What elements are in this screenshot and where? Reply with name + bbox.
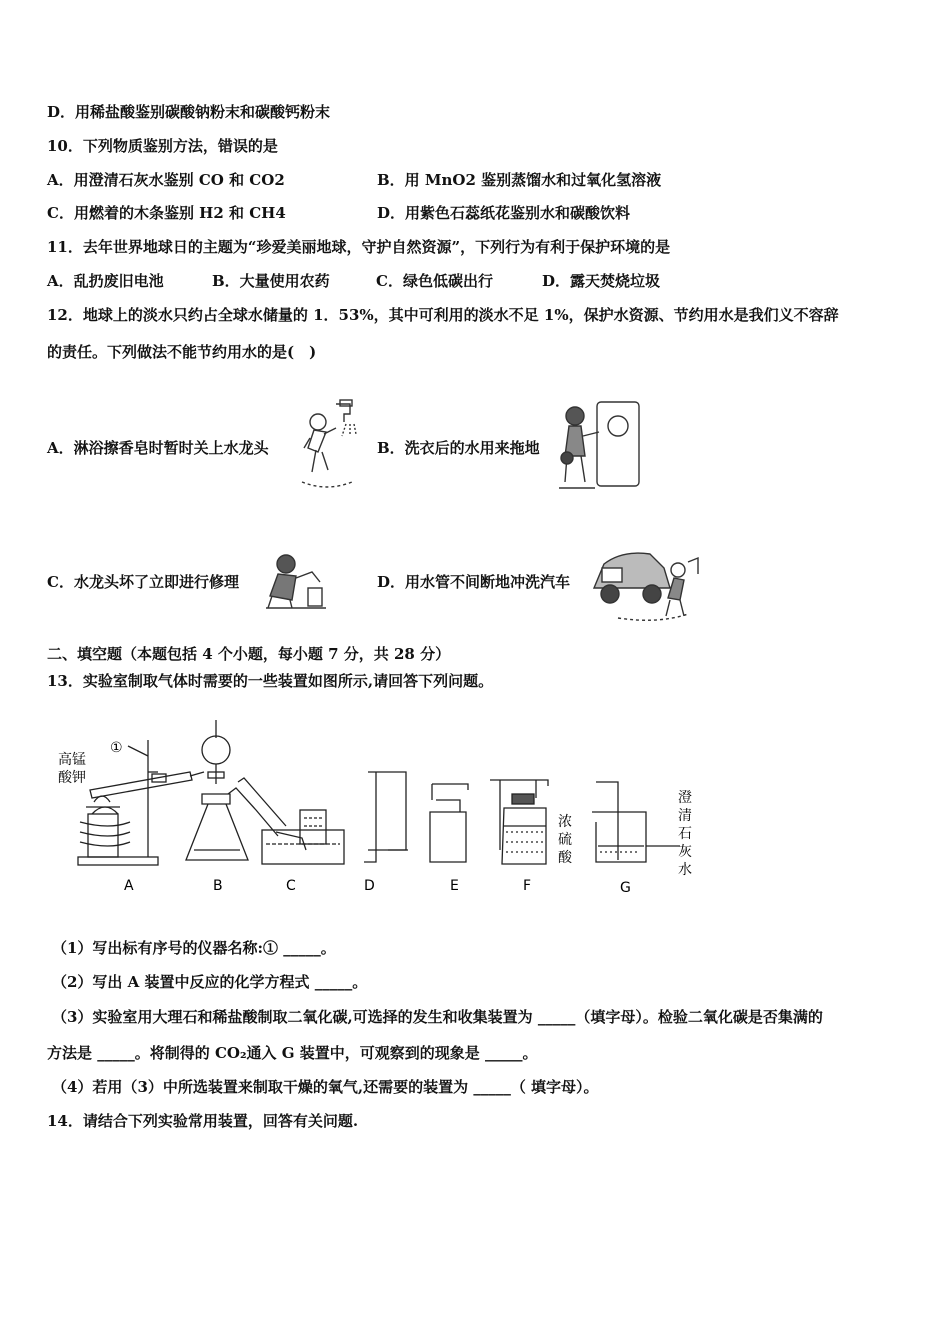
label-b: B	[213, 878, 223, 894]
q14-stem: 14．请结合下列实验常用装置，回答有关问题.	[47, 1112, 359, 1130]
q12-option-d: D．用水管不间断地冲洗汽车	[377, 573, 571, 591]
q12-stem-line2: 的责任。下列做法不能节约用水的是( )	[47, 343, 317, 361]
faucet-repair-illustration	[262, 548, 336, 616]
lab-apparatus-figure	[50, 712, 700, 902]
apparatus-c	[262, 810, 344, 864]
q12-option-b: B．洗衣后的水用来拖地	[377, 439, 540, 457]
apparatus-f	[490, 780, 548, 864]
marker-1: ①	[110, 740, 123, 756]
reagent-a-label-1: 高锰	[58, 752, 86, 768]
q13-part-3-line1: （3）实验室用大理石和稀盐酸制取二氧化碳,可选择的发生和收集装置为 _____（填字母）。检验二氧化碳是否集满的	[52, 1008, 823, 1026]
q12-option-c: C．水龙头坏了立即进行修理	[47, 573, 239, 591]
q13-part-2: （2）写出 A 装置中反应的化学方程式 _____。	[52, 973, 368, 991]
q11-option-a: A．乱扔废旧电池	[47, 272, 164, 290]
mopping-illustration	[553, 396, 643, 496]
reagent-f-3: 酸	[558, 850, 572, 866]
reagent-a-label-2: 酸钾	[58, 770, 86, 786]
reagent-g-1: 澄	[678, 790, 692, 806]
apparatus-g	[592, 782, 680, 862]
q10-option-a: A．用澄清石灰水鉴别 CO 和 CO2	[47, 171, 285, 189]
reagent-g-4: 灰	[678, 844, 692, 860]
label-g: G	[620, 880, 631, 896]
apparatus-e	[430, 784, 468, 862]
q13-stem: 13．实验室制取气体时需要的一些装置如图所示,请回答下列问题。	[47, 672, 494, 690]
q10-stem: 10．下列物质鉴别方法，错误的是	[47, 137, 278, 155]
shower-illustration	[296, 398, 358, 492]
q11-option-d: D．露天焚烧垃圾	[542, 272, 661, 290]
car-washing-illustration	[588, 538, 706, 624]
q13-part-1: （1）写出标有序号的仪器名称:① _____。	[52, 939, 336, 957]
q10-option-b: B．用 MnO2 鉴别蒸馏水和过氧化氢溶液	[377, 171, 662, 189]
apparatus-a	[78, 740, 204, 865]
label-f: F	[523, 878, 532, 894]
q13-part-3-line2: 方法是 _____。将制得的 CO₂通入 G 装置中，可观察到的现象是 _____。	[47, 1044, 538, 1062]
apparatus-d	[364, 772, 408, 862]
q10-option-c: C．用燃着的木条鉴别 H2 和 CH4	[47, 204, 286, 222]
q13-part-4: （4）若用（3）中所选装置来制取干燥的氧气,还需要的装置为 _____（ 填字母）。	[52, 1078, 599, 1096]
q11-option-c: C．绿色低碳出行	[376, 272, 493, 290]
section-2-heading: 二、填空题（本题包括 4 个小题，每小题 7 分，共 28 分）	[47, 645, 451, 663]
reagent-g-3: 石	[678, 826, 692, 842]
q9-option-d: D．用稀盐酸鉴别碳酸钠粉末和碳酸钙粉末	[47, 103, 331, 121]
apparatus-b	[186, 720, 286, 860]
q10-option-d: D．用紫色石蕊纸花鉴别水和碳酸饮料	[377, 204, 631, 222]
reagent-f-2: 硫	[558, 832, 572, 848]
q11-stem: 11．去年世界地球日的主题为“珍爱美丽地球，守护自然资源”，下列行为有利于保护环境的是	[47, 238, 671, 256]
label-e: E	[450, 878, 459, 894]
reagent-f-1: 浓	[558, 814, 572, 830]
label-c: C	[286, 878, 296, 894]
q12-stem-line1: 12．地球上的淡水只约占全球水储量的 1．53%，其中可利用的淡水不足 1%，保护水资源、节约用水是我们义不容辞	[47, 306, 839, 324]
label-d: D	[364, 878, 375, 894]
reagent-g-2: 清	[678, 808, 692, 824]
reagent-g-5: 水	[678, 862, 692, 878]
q11-option-b: B．大量使用农药	[212, 272, 330, 290]
label-a: A	[124, 878, 134, 894]
q12-option-a: A．淋浴擦香皂时暂时关上水龙头	[47, 439, 269, 457]
